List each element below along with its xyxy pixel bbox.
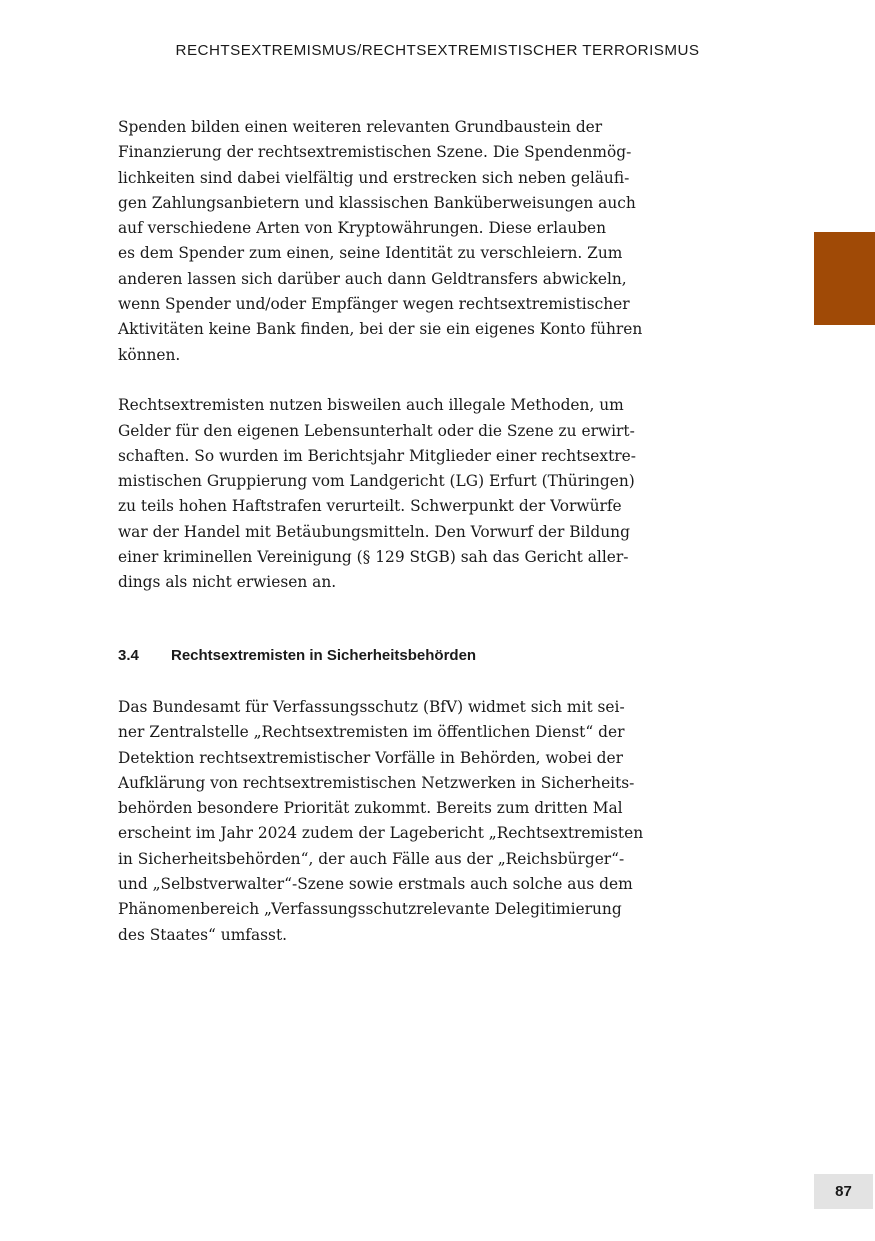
section-number: 3.4 <box>118 647 139 664</box>
text-line: Phänomenbereich „Verfassungsschutzrelevante Delegitimierung <box>118 900 622 919</box>
text-line: anderen lassen sich darüber auch dann Geldtransfers abwickeln, <box>118 269 627 288</box>
text-line: es dem Spender zum einen, seine Identität zu verschleiern. Zum <box>118 244 623 263</box>
text-line: wenn Spender und/oder Empfänger wegen rechtsextremistischer <box>118 295 630 314</box>
text-line: ner Zentralstelle „Rechtsextremisten im öffentlichen Dienst“ der <box>118 723 625 742</box>
paragraph-bfv <box>118 695 644 948</box>
text-line: erscheint im Jahr 2024 zudem der Lagebericht „Rechtsextremisten <box>118 824 644 843</box>
text-line: in Sicherheitsbehörden“, der auch Fälle aus der „Reichsbürger“- <box>118 849 625 868</box>
body-text <box>118 115 643 596</box>
text-line: Detektion rechtsextremistischer Vorfälle in Behörden, wobei der <box>118 748 623 767</box>
page-number: 87 <box>814 1174 873 1209</box>
text-line: lichkeiten sind dabei vielfältig und erstrecken sich neben geläufi- <box>118 168 630 187</box>
text-line: Das Bundesamt für Verfassungsschutz (BfV) widmet sich mit sei- <box>118 698 625 716</box>
text-line: können. <box>118 345 181 364</box>
paragraph-donations <box>118 115 643 368</box>
text-line: Aufklärung von rechtsextremistischen Netzwerken in Sicherheits- <box>118 773 635 792</box>
text-line: Spenden bilden einen weiteren relevanten Grundbaustein der <box>118 118 603 136</box>
section-body <box>118 695 644 948</box>
text-line: war der Handel mit Betäubungsmitteln. Den Vorwurf der Bildung <box>118 522 630 541</box>
text-line: schaften. So wurden im Berichtsjahr Mitglieder einer rechtsextre- <box>118 446 636 465</box>
text-line: zu teils hohen Haftstrafen verurteilt. Schwerpunkt der Vorwürfe <box>118 497 622 516</box>
text-line: auf verschiedene Arten von Kryptowährungen. Diese erlauben <box>118 219 607 238</box>
text-line: Aktivitäten keine Bank finden, bei der sie ein eigenes Konto führen <box>118 320 643 339</box>
text-line: behörden besondere Priorität zukommt. Bereits zum dritten Mal <box>118 799 623 818</box>
text-line: und „Selbstverwalter“-Szene sowie erstmals auch solche aus dem <box>118 875 633 894</box>
running-header: RECHTSEXTREMISMUS/RECHTSEXTREMISTISCHER TERRORISMUS <box>175 42 700 59</box>
text-line: mistischen Gruppierung vom Landgericht (LG) Erfurt (Thüringen) <box>118 472 635 491</box>
section-heading <box>118 647 476 664</box>
text-line: einer kriminellen Vereinigung (§ 129 StGB) sah das Gericht aller- <box>118 548 629 567</box>
text-line: gen Zahlungsanbietern und klassischen Banküberweisungen auch <box>118 193 636 212</box>
text-line: Finanzierung der rechtsextremistischen Szene. Die Spendenmög- <box>118 143 632 162</box>
text-line: Rechtsextremisten nutzen bisweilen auch illegale Methoden, um <box>118 396 624 415</box>
paragraph-illegal-methods <box>118 393 636 595</box>
chapter-tab-marker <box>814 232 875 325</box>
text-line: dings als nicht erwiesen an. <box>118 573 337 592</box>
text-line: des Staates“ umfasst. <box>118 925 288 944</box>
text-line: Gelder für den eigenen Lebensunterhalt oder die Szene zu erwirt- <box>118 421 635 440</box>
section-title: Rechtsextremisten in Sicherheitsbehörden <box>171 647 477 664</box>
